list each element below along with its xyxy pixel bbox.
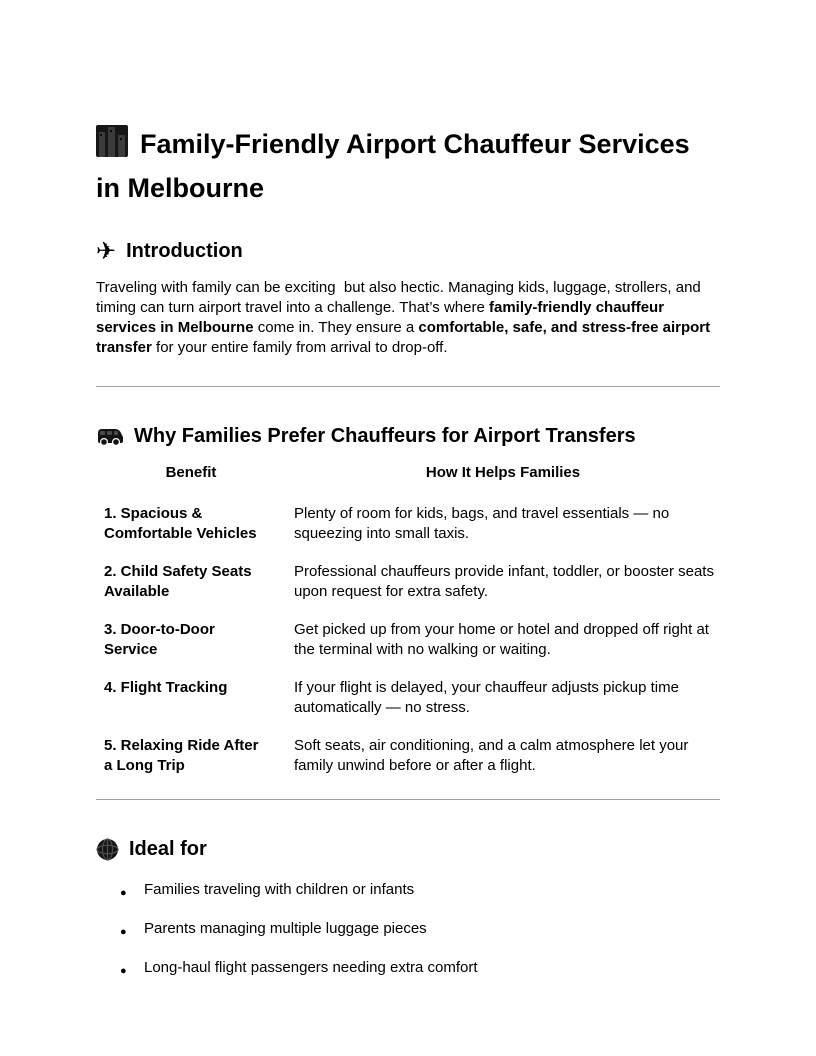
benefits-heading-text: Why Families Prefer Chauffeurs for Airport Transfers [134, 425, 636, 447]
benefit-cell: 3. Door-to-Door Service [104, 621, 215, 658]
intro-bold-segment: family-friendly chauffeur services in Melbourne [96, 299, 665, 336]
minibus-icon [96, 427, 124, 446]
intro-text-segment: come in. They ensure a [253, 319, 419, 336]
benefits-heading [96, 423, 720, 449]
introduction-paragraph [96, 278, 720, 358]
page-title [96, 124, 720, 208]
benefit-cell: 5. Relaxing Ride After a Long Trip [104, 737, 259, 774]
section-divider [96, 799, 720, 800]
table-header-help: How It Helps Families [425, 464, 581, 481]
table-header-row [96, 463, 720, 495]
table-row [96, 553, 720, 611]
benefits-table [96, 463, 720, 785]
ideal-for-list [96, 880, 720, 978]
benefit-cell: 1. Spacious & Comfortable Vehicles [104, 505, 257, 542]
airplane-icon: ✈ [96, 237, 117, 265]
intro-text-segment: Traveling with family can be exciting but also hectic. Managing kids, luggage, strollers, and timing can turn airport travel into a challenge. That’s where [96, 279, 701, 316]
cityscape-icon [96, 125, 128, 168]
table-row [96, 495, 720, 553]
page-title-text: Family-Friendly Airport Chauffeur Services in Melbourne [96, 129, 690, 203]
intro-text-segment: for your entire family from arrival to drop-off. [151, 339, 448, 356]
ideal-for-heading [96, 836, 720, 862]
section-divider [96, 386, 720, 387]
intro-bold-segment: comfortable, safe, and stress-free airport transfer [96, 319, 711, 356]
list-item: ● Families traveling with children or infants [96, 880, 720, 900]
introduction-heading-text: Introduction [126, 240, 243, 262]
table-row [96, 611, 720, 669]
help-cell: Professional chauffeurs provide infant, toddler, or booster seats upon request for extra safety. [294, 563, 714, 600]
help-cell: Soft seats, air conditioning, and a calm atmosphere let your family unwind before or after a flight. [294, 737, 689, 774]
ideal-for-heading-text: Ideal for [129, 838, 207, 860]
list-item: ● Parents managing multiple luggage pieces [96, 919, 720, 939]
help-cell: Plenty of room for kids, bags, and travel essentials — no squeezing into small taxis. [294, 505, 670, 542]
benefit-cell: 4. Flight Tracking [104, 679, 228, 696]
help-cell: If your flight is delayed, your chauffeur adjusts pickup time automatically — no stress. [294, 679, 679, 716]
list-item: ● Long-haul flight passengers needing extra comfort [96, 958, 720, 978]
table-header-benefit: Benefit [165, 464, 217, 481]
help-cell: Get picked up from your home or hotel and dropped off right at the terminal with no walking or waiting. [294, 621, 709, 658]
introduction-heading [96, 238, 720, 264]
table-row [96, 669, 720, 727]
table-row [96, 727, 720, 785]
benefit-cell: 2. Child Safety Seats Available [104, 563, 252, 600]
globe-icon [96, 838, 119, 861]
